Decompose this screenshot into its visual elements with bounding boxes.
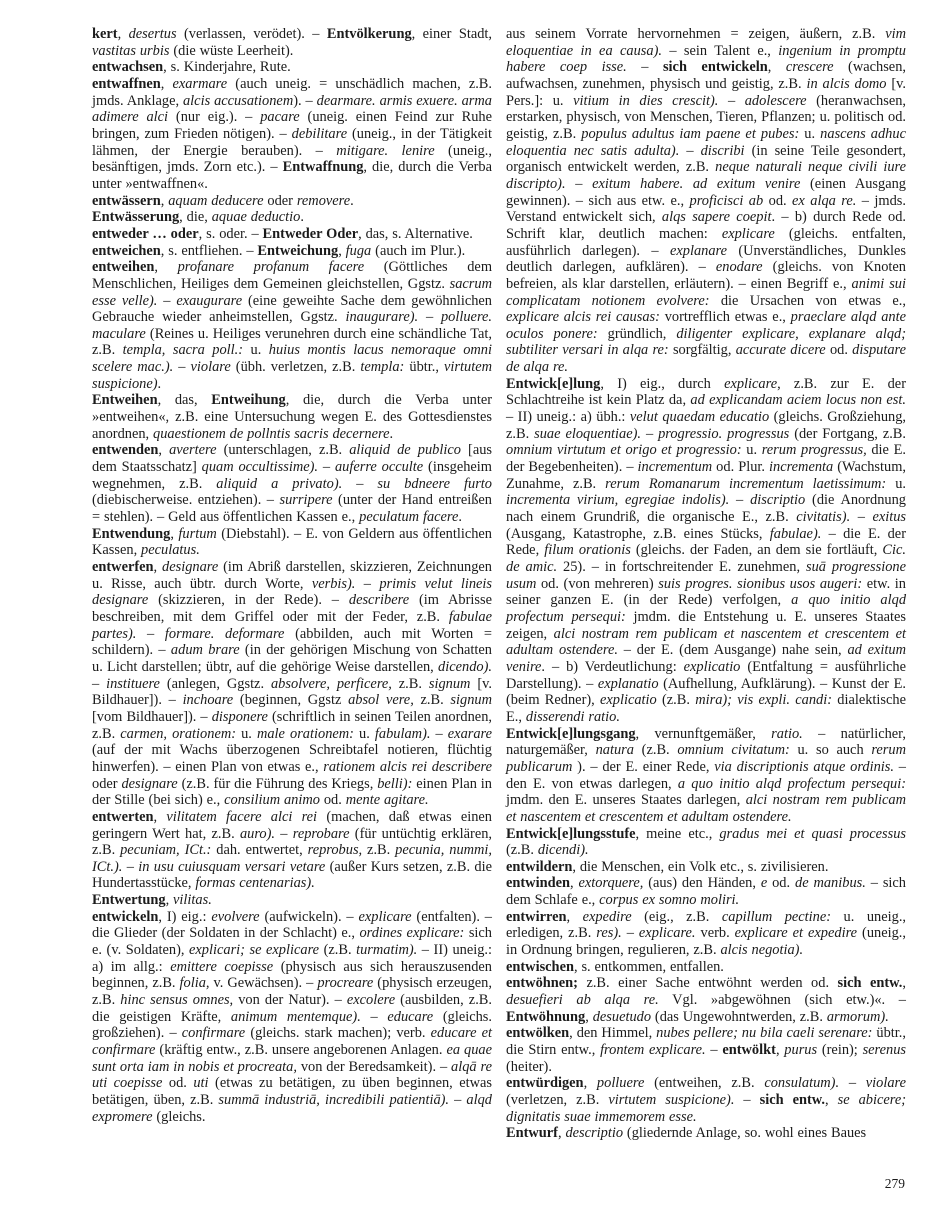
dictionary-entry: entwaffnen, exarmare (auch uneig. = unschädlich machen, z.B. jmds. Anklage, alcis accusationem). – dearmare. armis exuere. arma adimere alci (nur eig.). – pacare (uneig. einen Feind zur Ruhe bringen, zum Frieden nötigen). – debilitare (uneig., in der Tätigkeit lähmen, der Energie berauben). – mitigare. lenire (uneig., besänftigen, jmds. Zorn etc.). – Entwaffnung, die, durch die Verba unter »entwaffnen«. [92,75,493,192]
text-columns [92,26,906,1142]
dictionary-entry: entwachsen, s. Kinderjahre, Rute. [92,59,291,76]
dictionary-entry: entwickeln, I) eig.: evolvere (aufwickeln). – explicare (entfalten). – die Glieder (der Soldaten in der Schlacht) e., ordines explicare: sich e. (v. Soldaten), explicari; se explicare (z.B. turmatim). – II) uneig.: a) im allg.: emittere coepisse (physisch aus sich herauszusenden beginnen, z.B. folia, v. Gewächsen). – procreare (physisch erzeugen, z.B. hinc sensus omnes, von der Natur). – excolere (ausbilden, z.B. die geistigen Kräfte, animum mentemque). – educare (gleichs. großziehen). – confirmare (gleichs. stark machen); verb. educare et confirmare (kräftig entw., z.B. unsere angeborenen Anlagen. ea quae sunt orta iam in nobis et procreata, von der Beredsamkeit). – alqā re uti coepisse od. uti (etwas zu betätigen, zu üben beginnen, etwas betätigen, üben, z.B. summā industriā, incredibili patientiā). – alqd expromere (gleichs. [92,908,493,1125]
dictionary-entry: entwinden, extorquere, (aus) den Händen, e od. de manibus. – sich dem Schlafe e., corpus ex somno moliri. [506,875,907,909]
dictionary-entry: entwölken, den Himmel, nubes pellere; nu bila caeli serenare: übtr., die Stirn entw., frontem explicare. – entwölkt, purus (rein); serenus (heiter). [506,1025,906,1075]
dictionary-entry: entweichen, s. entfliehen. – Entweichung, fuga (auch im Plur.). [92,242,466,259]
dictionary-entry: entweder … oder, s. oder. – Entweder Oder, das, s. Alternative. [92,225,473,242]
dictionary-entry: entwischen, s. entkommen, entfallen. [506,958,724,975]
dictionary-entry: Entwick[e]lungsstufe, meine etc., gradus mei et quasi processus (z.B. dicendi). [506,825,906,859]
dictionary-entry: entwirren, expedire (eig., z.B. capillum pectine: u. uneig., erledigen, z.B. res). – explicare. verb. explicare et expedire (uneig., in Ordnung bringen, regulieren, z.B. alcis negotia). [506,908,907,959]
dictionary-entry: Entwick[e]lungsgang, vernunftgemäßer, ratio. – natürlicher, naturgemäßer, natura (z.B. omnium civitatum: u. so auch rerum publicarum ). – der E. einer Rede, via discriptionis atque ordinis. – den E. von etwas darlegen, a quo initio alqd profectum persequi: jmdm. den E. unseres Staates darlegen, alci nostram rem publicam et nascentem et crescentem et adultam ostendere. [506,725,906,825]
dictionary-entry: entwürdigen, polluere (entweihen, z.B. consulatum). – violare (verletzen, z.B. virtutem suspicione). – sich entw., se abicere; dignitatis suae immemorem esse. [506,1075,907,1125]
dictionary-entry: Entwurf, descriptio (gliedernde Anlage, so. wohl eines Baues [506,1125,867,1142]
left-column [92,26,492,1142]
dictionary-entry: Entwick[e]lung, I) eig., durch explicare, z.B. zur E. der Schlachtreihe ist kein Platz da, ad explicandam aciem locus non est. – II) uneig.: a) übh.: velut quaedam educatio (gleichs. Großziehung, z.B. suae eloquentiae). – progressio. progressus (der Fortgang, z.B. omnium virtutum et origo et progressio: u. rerum progressus, die E. der Begebenheiten). – incrementum od. Plur. incrementa (Wachstum, Zunahme, z.B. rerum Romanarum incrementum laetissimum: u. incrementa virium, egregiae indolis). – discriptio (die Anordnung nach einem Grundriß, die organische E., z.B. civitatis). – exitus (Ausgang, Katastrophe, z.B. eines Stücks, fabulae). – die E. der Rede, filum orationis (gleichs. der Faden, an dem sie fortläuft, Cic. de amic. 25). – in fortschreitender E. zunehmen, suā progressione usum od. (von mehreren) suis progres. sionibus usos augeri: etw. in seiner ganzen E. (in der Rede) verfolgen, a quo initio alqd profectum persequi: jmdm. die Entstehung u. E. unseres Staates zeigen, alci nostram rem publicam et nascentem et crescentem et adultam ostendere. – der E. (dem Ausgange) nahe sein, ad exitum venire. – b) Verdeutlichung: explicatio (Entfaltung = ausführliche Darstellung). – explanatio (Aufhellung, Aufklärung). – Kunst der E. (beim Redner), explicatio (z.B. mira); vis expli. candi: dialektische E., disserendi ratio. [506,375,907,725]
dictionary-entry: entwöhnen; z.B. einer Sache entwöhnt werden od. sich entw., desuefieri ab alqa re. Vgl. »abgewöhnen (sich etw.)«. – Entwöhnung, desuetudo (das Ungewohntwerden, z.B. armorum). [506,975,906,1025]
dictionary-entry: Entwendung, furtum (Diebstahl). – E. von Geldern aus öffentlichen Kassen, peculatus. [92,525,492,559]
dictionary-entry: entwildern, die Menschen, ein Volk etc., s. zivilisieren. [506,858,829,875]
dictionary-entry: aus seinem Vorrate hervornehmen = zeigen, äußern, z.B. vim eloquentiae in ea causa). – sein Talent e., ingenium in promptu habere coep isse. – sich entwickeln, crescere (wachsen, aufwachsen, zunehmen, physisch und geistig, z.B. in alcis domo [v. Pers.]: u. vitium in dies crescit). – adolescere (heranwachsen, erstarken, physisch, von Menschen, Tieren, Pflanzen; u. politisch od. geistig, z.B. populus adultus iam paene et pubes: u. nascens adhuc eloquentia nec satis adulta). – discribi (in seine Teile gesondert, organisch entwickelt werden, z.B. neque naturali neque civili iure discripto). – exitum habere. ad exitum venire (einen Ausgang gewinnen). – sich aus etw. e., proficisci ab od. ex alqa re. – jmds. Verstand entwickelt sich, alqs sapere coepit. – b) durch Rede od. Schrift klar, deutlich machen: explicare (gleichs. entfalten, ausführlich darlegen). – explanare (Unverständliches, Dunkles deutlich darlegen, aufklären). – enodare (gleichs. von Knoten befreien, als klar darstellen, erläutern). – einen Begriff e., animi sui complicatam notionem evolvere: die Ursachen von etwas e., explicare alcis rei causas: vortrefflich etwas e., praeclare alqd ante oculos ponere: gründlich, diligenter explicare, explanare alqd; subtiliter versari in alqa re: sorgfältig, accurate dicere od. disputare de alqa re. [506,26,907,376]
dictionary-entry: Entwertung, vilitas. [92,892,212,909]
dictionary-entry: Entweihen, das, Entweihung, die, durch die Verba unter »entweihen«, z.B. eine Untersuchung wegen E. des Gottesdienstes anordnen, quaestionem de pollntis sacris decernere. [92,392,492,442]
right-column [506,26,906,1142]
dictionary-entry: kert, desertus (verlassen, verödet). – Entvölkerung, einer Stadt, vastitas urbis (die wüste Leerheit). [92,26,492,59]
dictionary-entry: entwerten, vilitatem facere alci rei (machen, daß etwas einen geringern Wert hat, z.B. auro). – reprobare (für untüchtig erklären, z.B. pecuniam, ICt.: dah. entwertet, reprobus, z.B. pecunia, nummi, ICt.). – in usu cuiusquam versari vetare (außer Kurs setzen, z.B. die Hundertasstücke, formas centenarias). [92,808,493,892]
dictionary-entry: entwerfen, designare (im Abriß darstellen, skizzieren, Zeichnungen u. Risse, auch übtr. durch Worte, verbis). – primis velut lineis designare (skizzieren, in der Rede). – describere (im Abrisse beschreiben, mit dem Griffel oder mit der Feder, z.B. fabulae partes). – formare. deformare (abbilden, auch mit Worten = schildern). – adum brare (in der gehörigen Mischung von Schatten u. Licht darstellen; übtr, auf die gehörige Weise darstellen, dicendo). – instituere (anlegen, Ggstz. absolvere, perficere, z.B. signum [v. Bildhauer]). – inchoare (beginnen, Ggstz absol vere, z.B. signum [vom Bildhauer]). – disponere (schriftlich in seinen Teilen anordnen, z.B. carmen, orationem: u. male orationem: u. fabulam). – exarare (auf der mit Wachs überzogenen Schreibtafel notieren, flüchtig hinwerfen). – einen Plan von etwas e., rationem alcis rei describere oder designare (z.B. für die Führung des Kriegs, belli): einen Plan in der Stille (bei sich) e., consilium animo od. mente agitare. [92,559,493,809]
dictionary-entry: entweihen, profanare profanum facere (Göttliches dem Menschlichen, Heiliges dem Gemeinen gleichstellen, Ggstz. sacrum esse velle). – exaugurare (eine geweihte Sache dem gewöhnlichen Gebrauche wieder anheimstellen, Ggstz. inaugurare). – polluere. maculare (Reines u. Heiliges verunehren durch eine schändliche Tat, z.B. templa, sacra poll.: u. huius montis lacus nemoraque omni scelere mac.). – violare (übh. verletzen, z.B. templa: übtr., virtutem suspicione). [92,259,493,392]
dictionary-entry: entwässern, aquam deducere oder removere. [92,192,354,209]
dictionary-entry: entwenden, avertere (unterschlagen, z.B. aliquid de publico [aus dem Staatsschatz] quam occultissime). – auferre occulte (insgeheim wegnehmen, z.B. aliquid a privato). – su bdneere furto (diebischerweise. entziehen). – surripere (unter der Hand entreißen = stehlen). – Geld aus öffentlichen Kassen e., peculatum facere. [92,442,492,526]
dictionary-entry: Entwässerung, die, aquae deductio. [92,209,304,226]
page-number: 279 [884,1176,905,1191]
